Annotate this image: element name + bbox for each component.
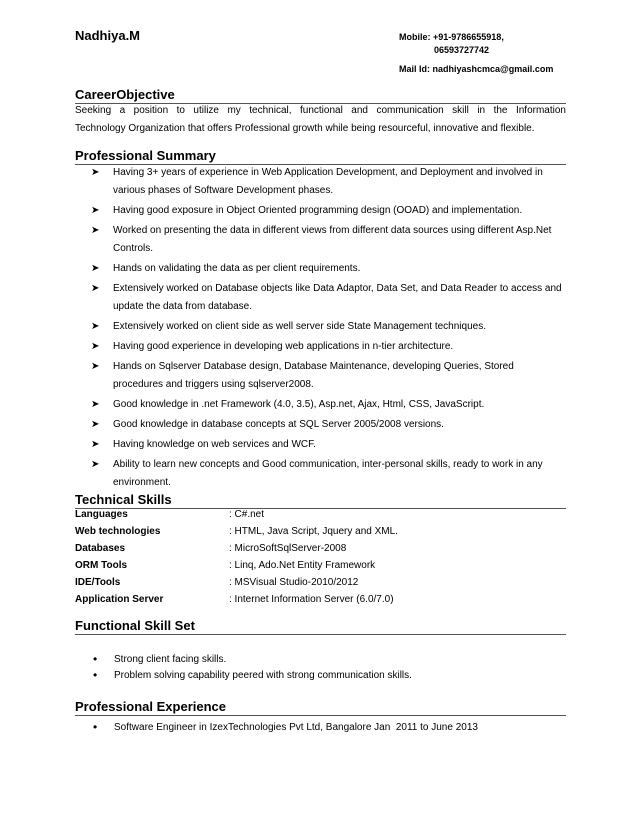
dot-bullet-icon: •	[93, 668, 98, 682]
table-row: Application Server : Internet Information Server (6.0/7.0)	[75, 594, 394, 605]
candidate-name: Nadhiya.M	[75, 28, 141, 43]
functional-skill-set-heading: Functional Skill Set	[75, 618, 195, 633]
career-objective-line-1: Seeking a position to utilize my technical, functional and communication skill in the Information	[75, 105, 566, 116]
professional-experience-heading: Professional Experience	[75, 699, 227, 714]
arrow-bullet-icon: ➤	[91, 361, 100, 372]
functional-skill-list	[92, 652, 562, 684]
list-item: • Problem solving capability peered with strong communication skills.	[93, 668, 412, 682]
table-row: Languages : C#.net	[75, 509, 265, 520]
arrow-bullet-icon: ➤	[91, 205, 100, 216]
list-item: ➤ Hands on validating the data as per client requirements.	[91, 260, 566, 278]
arrow-bullet-icon: ➤	[91, 321, 100, 332]
list-item: ➤ Having 3+ years of experience in Web Application Development, and Deployment and involved in various phases of Software Development phases.	[91, 164, 566, 200]
arrow-bullet-icon: ➤	[91, 459, 100, 470]
list-item: ➤ Worked on presenting the data in different views from different data sources using different Asp.Net Controls.	[91, 222, 566, 258]
list-item: ➤ Ability to learn new concepts and Good communication, inter-personal skills, ready to work in any environment.	[91, 456, 566, 492]
section-divider	[75, 634, 566, 635]
list-item: ➤ Good knowledge in .net Framework (4.0, 3.5), Asp.net, Ajax, Html, CSS, JavaScript.	[91, 396, 566, 414]
list-item: ➤ Hands on Sqlserver Database design, Database Maintenance, developing Queries, Stored procedures and triggers using sqlserver2008.	[91, 358, 566, 394]
arrow-bullet-icon: ➤	[91, 341, 100, 352]
arrow-bullet-icon: ➤	[91, 225, 100, 236]
arrow-bullet-icon: ➤	[91, 283, 100, 294]
email-address: Mail Id: nadhiyashcmca@gmail.com	[399, 64, 554, 74]
section-divider	[75, 715, 566, 716]
mobile-line-1: Mobile: +91-9786655918,	[399, 32, 504, 42]
list-item: ➤ Extensively worked on client side as well server side State Management techniques.	[91, 318, 566, 336]
list-item: ➤ Extensively worked on Database objects like Data Adaptor, Data Set, and Data Reader to access and update the data from database.	[91, 280, 566, 316]
arrow-bullet-icon: ➤	[91, 167, 100, 178]
table-row: Web technologies : HTML, Java Script, Jquery and XML.	[75, 526, 398, 537]
list-item: • Software Engineer in IzexTechnologies Pvt Ltd, Bangalore Jan 2011 to June 2013	[93, 720, 478, 734]
list-item: • Strong client facing skills.	[93, 652, 227, 666]
professional-summary-list	[91, 164, 566, 494]
table-row: ORM Tools : Linq, Ado.Net Entity Framework	[75, 560, 376, 571]
arrow-bullet-icon: ➤	[91, 439, 100, 450]
dot-bullet-icon: •	[93, 720, 98, 734]
list-item: ➤ Having knowledge on web services and WCF.	[91, 436, 566, 454]
professional-summary-heading: Professional Summary	[75, 148, 216, 163]
technical-skills-heading: Technical Skills	[75, 492, 172, 507]
arrow-bullet-icon: ➤	[91, 263, 100, 274]
professional-experience-list	[92, 720, 562, 736]
list-item: ➤ Having good exposure in Object Oriented programming design (OOAD) and implementation.	[91, 202, 566, 220]
career-objective-text	[75, 102, 566, 138]
table-row: IDE/Tools : MSVisual Studio-2010/2012	[75, 577, 359, 588]
career-objective-line-2: Technology Organization that offers Professional growth while being resourceful, innovative and flexible.	[75, 123, 535, 134]
arrow-bullet-icon: ➤	[91, 419, 100, 430]
table-row: Databases : MicroSoftSqlServer-2008	[75, 543, 347, 554]
mobile-line-2: 06593727742	[434, 45, 490, 55]
arrow-bullet-icon: ➤	[91, 399, 100, 410]
list-item: ➤ Having good experience in developing web applications in n-tier architecture.	[91, 338, 566, 356]
mobile-numbers	[399, 31, 504, 57]
technical-skills-table	[75, 509, 566, 611]
list-item: ➤ Good knowledge in database concepts at SQL Server 2005/2008 versions.	[91, 416, 566, 434]
dot-bullet-icon: •	[93, 652, 98, 666]
career-objective-heading: CareerObjective	[75, 87, 175, 102]
